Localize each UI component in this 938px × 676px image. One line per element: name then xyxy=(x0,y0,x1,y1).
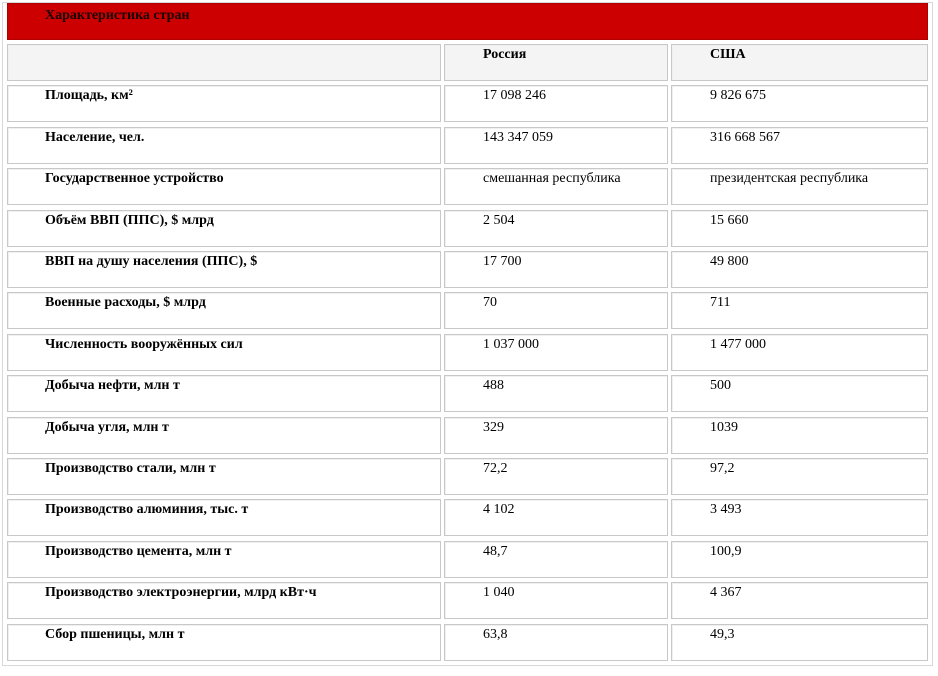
row-label: Объём ВВП (ППС), $ млрд xyxy=(45,213,214,228)
row-value: 49 800 xyxy=(710,254,749,269)
row-label-cell xyxy=(7,458,441,495)
row-label-cell xyxy=(7,168,441,205)
row-label: Площадь, км² xyxy=(45,88,133,103)
row-label-cell xyxy=(7,375,441,412)
row-label: Добыча нефти, млн т xyxy=(45,378,180,393)
row-label-cell xyxy=(7,127,441,164)
row-value: 4 367 xyxy=(710,585,742,600)
row-value-cell xyxy=(671,292,928,329)
row-value-cell xyxy=(444,334,668,371)
row-value-cell xyxy=(444,375,668,412)
row-value-cell xyxy=(444,292,668,329)
row-label: ВВП на душу населения (ППС), $ xyxy=(45,254,258,269)
row-value: 316 668 567 xyxy=(710,130,780,145)
row-value-cell xyxy=(444,541,668,578)
row-value-cell xyxy=(671,541,928,578)
row-value: 143 347 059 xyxy=(483,130,553,145)
header-label: США xyxy=(710,47,746,62)
row-value-cell xyxy=(671,210,928,247)
row-value-cell xyxy=(671,251,928,288)
row-value: 1039 xyxy=(710,420,738,435)
row-value-cell xyxy=(671,458,928,495)
row-value-cell xyxy=(444,251,668,288)
row-label: Производство цемента, млн т xyxy=(45,544,232,559)
header-cell xyxy=(7,44,441,81)
row-value: 500 xyxy=(710,378,731,393)
row-value: 488 xyxy=(483,378,504,393)
row-label-cell xyxy=(7,582,441,619)
row-label: Производство алюминия, тыс. т xyxy=(45,502,249,517)
row-value-cell xyxy=(671,624,928,661)
row-label: Численность вооружённых сил xyxy=(45,337,243,352)
row-value-cell xyxy=(671,334,928,371)
row-label-cell xyxy=(7,417,441,454)
row-label-cell xyxy=(7,499,441,536)
row-value-cell xyxy=(444,499,668,536)
row-label-cell xyxy=(7,624,441,661)
row-value: 329 xyxy=(483,420,504,435)
row-label: Государственное устройство xyxy=(45,171,224,186)
row-value: 70 xyxy=(483,295,497,310)
row-value-cell xyxy=(444,582,668,619)
row-value: 72,2 xyxy=(483,461,508,476)
row-value-cell xyxy=(671,375,928,412)
row-value-cell xyxy=(444,168,668,205)
row-value: смешанная республика xyxy=(483,171,621,186)
row-value-cell xyxy=(671,127,928,164)
row-value: 48,7 xyxy=(483,544,508,559)
header-label: Россия xyxy=(483,47,527,62)
table-title-bar xyxy=(7,3,928,40)
row-label-cell xyxy=(7,541,441,578)
row-value: 1 037 000 xyxy=(483,337,539,352)
row-value: 1 477 000 xyxy=(710,337,766,352)
row-value-cell xyxy=(671,168,928,205)
row-label-cell xyxy=(7,251,441,288)
row-value: 3 493 xyxy=(710,502,742,517)
row-value-cell xyxy=(671,582,928,619)
row-value: 1 040 xyxy=(483,585,515,600)
row-value: 4 102 xyxy=(483,502,515,517)
row-value: 711 xyxy=(710,295,731,310)
row-value-cell xyxy=(671,85,928,122)
row-value: 97,2 xyxy=(710,461,735,476)
row-label: Население, чел. xyxy=(45,130,145,145)
row-label: Военные расходы, $ млрд xyxy=(45,295,206,310)
row-label: Производство электроэнергии, млрд кВт·ч xyxy=(45,585,317,600)
row-value: 49,3 xyxy=(710,627,735,642)
row-value: 15 660 xyxy=(710,213,749,228)
table-title: Характеристика стран xyxy=(45,8,190,23)
row-value-cell xyxy=(444,458,668,495)
row-label-cell xyxy=(7,210,441,247)
row-value-cell xyxy=(444,85,668,122)
row-value: 17 098 246 xyxy=(483,88,546,103)
row-label-cell xyxy=(7,85,441,122)
row-value: 2 504 xyxy=(483,213,515,228)
row-value-cell xyxy=(444,127,668,164)
row-value-cell xyxy=(444,210,668,247)
row-value-cell xyxy=(671,499,928,536)
row-label-cell xyxy=(7,334,441,371)
row-label-cell xyxy=(7,292,441,329)
row-value: президентская республика xyxy=(710,171,869,186)
row-value-cell xyxy=(444,624,668,661)
row-value: 17 700 xyxy=(483,254,522,269)
row-label: Производство стали, млн т xyxy=(45,461,216,476)
row-value: 100,9 xyxy=(710,544,742,559)
header-cell xyxy=(444,44,668,81)
header-cell xyxy=(671,44,928,81)
row-label: Сбор пшеницы, млн т xyxy=(45,627,185,642)
row-value-cell xyxy=(671,417,928,454)
row-value: 63,8 xyxy=(483,627,508,642)
row-value-cell xyxy=(444,417,668,454)
row-label: Добыча угля, млн т xyxy=(45,420,169,435)
row-value: 9 826 675 xyxy=(710,88,766,103)
